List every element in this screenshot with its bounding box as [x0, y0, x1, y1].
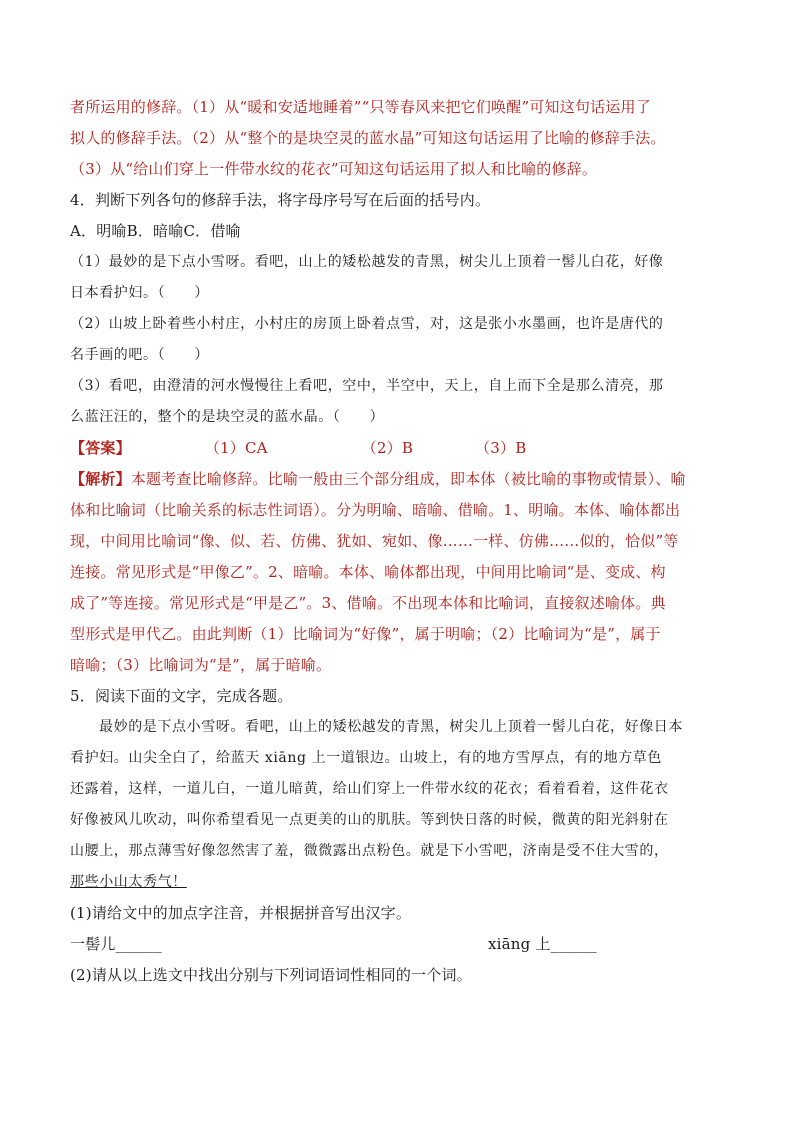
- q4-sentence-2-line-2: 名手画的吧。（ ）: [70, 347, 209, 363]
- q5-stem: 5．阅读下面的文字，完成各题。: [70, 687, 293, 705]
- q4-sentence-2-line-1: （2）山坡上卧着些小村庄，小村庄的房顶上卧着点雪，对，这是张小水墨画，也许是唐代的: [70, 316, 664, 332]
- analysis-label: 【解析】: [70, 470, 131, 488]
- analysis-continued-line-3: （3）从“给山们穿上一件带水纹的花衣”可知这句话运用了拟人和比喻的修辞。: [70, 160, 598, 178]
- q4-stem: 4．判断下列各句的修辞手法，将字母序号写在后面的括号内。: [70, 191, 491, 209]
- q5-passage-line-4: 好像被风儿吹动，叫你希望看见一点更美的山的肌肤。等到快日落的时候，微黄的阳光斜射在: [70, 812, 669, 828]
- q4-analysis-line-5: 成了”等连接。常见形式是“甲是乙”。3、借喻。不出现本体和比喻词，直接叙述喻体。典: [70, 594, 666, 612]
- q5-passage-line-2: 看护妇。山尖全白了，给蓝天 xiāng 上一道银边。山坡上，有的地方雪厚点，有的地方草色: [70, 750, 662, 766]
- q5-passage-line-1: 最妙的是下点小雪呀。看吧，山上的矮松越发的青黑，树尖儿上顶着一髻儿白花，好像日本: [99, 719, 683, 735]
- q4-sentence-1-line-2: 日本看护妇。（ ）: [70, 285, 209, 301]
- answer-label: 【答案】: [70, 439, 131, 457]
- q4-sentence-3-line-1: （3）看吧，由澄清的河水慢慢往上看吧，空中，半空中，天上，自上而下全是那么清亮，那: [70, 378, 664, 394]
- q4-answer-row: [70, 433, 728, 464]
- analysis-text-1: 本题考查比喻修辞。比喻一般由三个部分组成，即本体（被比喻的事物或情景）、喻: [130, 470, 686, 488]
- q4-analysis-line-7: 暗喻；（3）比喻词为“是”，属于暗喻。: [70, 656, 332, 674]
- analysis-continued-line-1: 者所运用的修辞。（1）从“暖和安适地睡着”“只等春风来把它们唤醒”可知这句话运用了: [70, 98, 651, 116]
- q5-sub-question-2: (2)请从以上选文中找出分别与下列词语词性相同的一个词。: [70, 966, 472, 984]
- analysis-continued-line-2: 拟人的修辞手法。（2）从“整个的是块空灵的蓝水晶”可知这句话运用了比喻的修辞手法。: [70, 129, 666, 147]
- q4-analysis-line-6: 型形式是甲代乙。由此判断（1）比喻词为“好像”，属于明喻；（2）比喻词为“是”，属于: [70, 625, 661, 643]
- document-page: [70, 92, 728, 991]
- answer-1: （1）CA: [204, 439, 268, 457]
- q4-analysis-line-1: [70, 464, 728, 495]
- q4-sentence-3-line-2: 么蓝汪汪的，整个的是块空灵的蓝水晶。（ ）: [70, 409, 385, 425]
- answer-3: （3）B: [475, 439, 527, 457]
- blank-1-label: 一髻儿______: [70, 935, 162, 953]
- q4-options: A．明喻B．暗喻C．借喻: [70, 222, 241, 240]
- q5-sub-question-1: (1)请给文中的加点字注音，并根据拼音写出汉字。: [70, 904, 412, 922]
- q5-passage-line-5: 山腰上，那点薄雪好像忽然害了羞，微微露出点粉色。就是下小雪吧，济南是受不住大雪的，: [70, 843, 669, 859]
- answer-2: （2）B: [361, 439, 414, 457]
- q5-passage-line-3: 还露着，这样，一道儿白，一道儿暗黄，给山们穿上一件带水纹的花衣；看着看着，这件花衣: [70, 781, 669, 797]
- q4-analysis-line-2: 体和比喻词（比喻关系的标志性词语）。分为明喻、暗喻、借喻。1、明喻。本体、喻体都出: [70, 501, 681, 519]
- q4-sentence-1-line-1: （1）最妙的是下点小雪呀。看吧，山上的矮松越发的青黑，树尖儿上顶着一髻儿白花，好像: [70, 254, 664, 270]
- q5-passage-line-6: [70, 867, 728, 898]
- q5-blank-row: [70, 929, 728, 960]
- blank-2-label: xiāng 上______: [488, 935, 597, 953]
- underlined-sentence: 那些小山太秀气！: [70, 874, 187, 890]
- q4-analysis-line-4: 连接。常见形式是“甲像乙”。2、暗喻。本体、喻体都出现，中间用比喻词“是、变成、构: [70, 563, 666, 581]
- q4-analysis-line-3: 现，中间用比喻词“像、似、若、仿佛、犹如、宛如、像……一样、仿佛……似的，恰似”等: [70, 532, 679, 550]
